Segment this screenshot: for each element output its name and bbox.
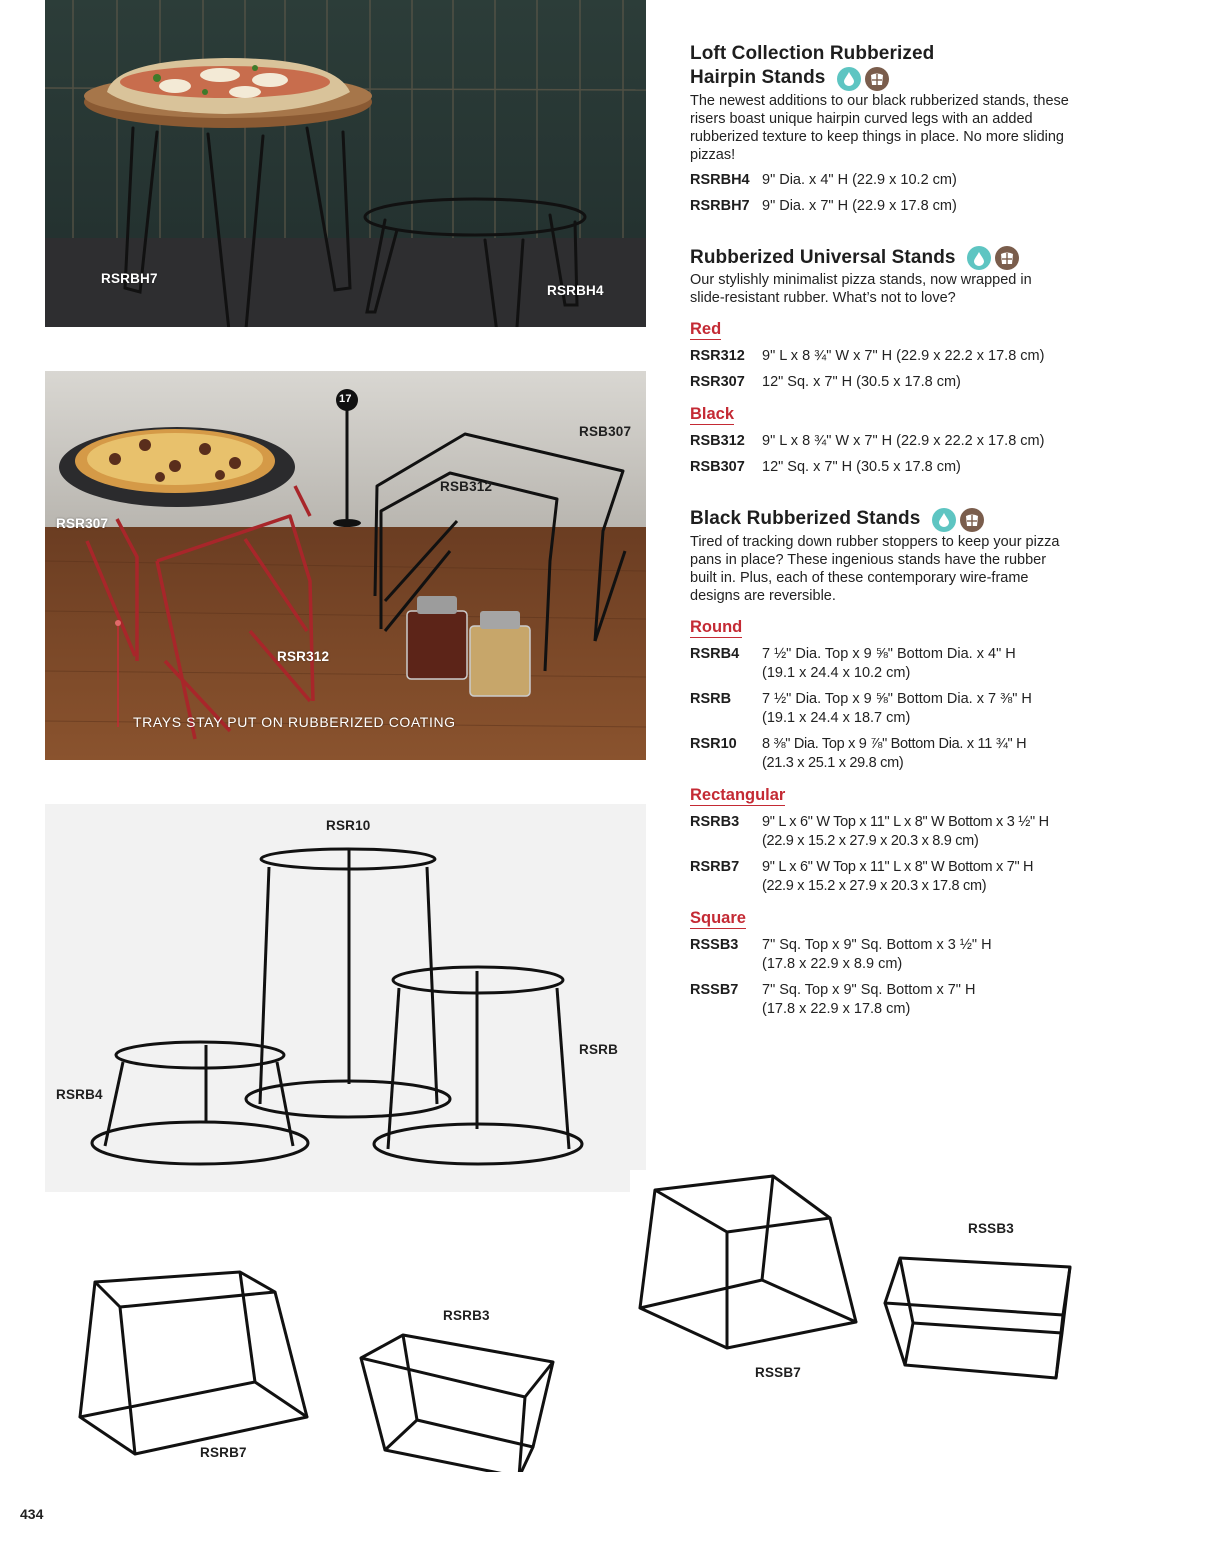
sku: RSB307 [690,459,745,475]
subheading-black: Black [690,405,735,423]
caption-rubberized-coating: TRAYS STAY PUT ON RUBBERIZED COATING [133,714,456,730]
product-descriptions [690,42,1070,1043]
spec: 7" Sq. Top x 9" Sq. Bottom x 7" H (17.8 x 22.9 x 17.8 cm) [762,981,976,1017]
sku: RSRBH7 [690,197,750,214]
sku: RSSB7 [690,981,739,998]
spec: 9" L x 6" W Top x 11" L x 8" W Bottom x 3 ½" H (22.9 x 15.2 x 27.9 x 20.3 x 8.9 cm) [762,813,1049,849]
title-line-2: Hairpin Stands [690,67,826,88]
spec: 12" Sq. x 7" H (30.5 x 17.8 cm) [762,374,961,390]
product-row [690,373,1070,392]
product-row [690,981,1070,1019]
title-line-1: Loft Collection Rubberized [690,43,935,64]
sku: RSSB3 [690,936,739,953]
subheading-round: Round [690,617,743,636]
spec: 9" Dia. x 4" H (22.9 x 10.2 cm) [762,171,957,188]
product-row [690,458,1070,477]
table-number-17: 17 [339,393,352,405]
product-row [690,171,1070,190]
rubber-stand-icon [960,508,984,532]
section-title [690,246,1070,271]
sku: RSRB7 [690,858,740,875]
product-row [690,813,1070,851]
section-title [690,42,1070,91]
label-rssb7: RSSB7 [755,1365,802,1380]
section-description: The newest additions to our black rubberized stands, these risers boast unique hairpin curved legs with an added rubberized texture to keep things in place. No more sliding pizzas! [690,92,1069,163]
universal-stands-illustration [45,371,646,760]
round-stands-illustration [45,804,646,1192]
product-row [690,936,1070,974]
sku: RSR10 [690,735,737,752]
label-rsb312: RSB312 [440,479,493,494]
label-rsrbh4: RSRBH4 [547,283,604,298]
water-drop-icon [932,508,956,532]
page-number: 434 [20,1506,44,1522]
sku: RSRB [690,690,732,707]
photo-universal-stands [45,371,646,760]
product-row [690,432,1070,451]
spec: 7 ½" Dia. Top x 9 ⅝" Bottom Dia. x 7 ⅜" H (19.1 x 24.4 x 18.7 cm) [762,690,1032,726]
photo-round-stands [45,804,646,1192]
square-stands-illustration [630,1170,1080,1395]
photo-rectangular-stands [45,1192,590,1472]
section-black-rubberized-stands [690,507,1070,1019]
subheading-square: Square [690,908,746,927]
product-row [690,347,1070,366]
section-hairpin-stands [690,42,1070,216]
water-drop-icon [837,67,861,91]
spec: 9" L x 8 ¾" W x 7" H (22.9 x 22.2 x 17.8 cm) [762,348,1045,364]
spec: 7" Sq. Top x 9" Sq. Bottom x 3 ½" H (17.8 x 22.9 x 8.9 cm) [762,936,992,972]
label-rsrb3: RSRB3 [443,1308,490,1323]
sku: RSR307 [690,374,745,390]
photo-square-stands [630,1170,1080,1395]
product-row [690,735,1070,773]
subheading-rectangular: Rectangular [690,785,786,804]
spec: 9" L x 8 ¾" W x 7" H (22.9 x 22.2 x 17.8 cm) [762,433,1045,449]
product-row [690,858,1070,896]
sku: RSR312 [690,348,745,364]
product-row [690,645,1070,683]
spec: 9" Dia. x 7" H (22.9 x 17.8 cm) [762,197,957,214]
label-rsrb4: RSRB4 [56,1087,103,1102]
product-row [690,690,1070,728]
section-description: Tired of tracking down rubber stoppers to keep your pizza pans in place? These ingenious stands have the rubber built in. Plus, each of these contemporary wire-frame designs are reversible. [690,533,1060,604]
spec: 9" L x 6" W Top x 11" L x 8" W Bottom x 7" H (22.9 x 15.2 x 27.9 x 20.3 x 17.8 cm) [762,858,1034,894]
label-rsrbh7: RSRBH7 [101,271,158,286]
section-description: Our stylishly minimalist pizza stands, now wrapped in slide-resistant rubber. What’s not to love? [690,272,1032,306]
label-rssb3: RSSB3 [968,1221,1015,1236]
subheading-red: Red [690,320,722,338]
rubber-stand-icon [865,67,889,91]
sku: RSB312 [690,433,745,449]
label-rsrb7: RSRB7 [200,1445,247,1460]
title-text: Rubberized Universal Stands [690,246,956,268]
spec: 8 ⅜" Dia. Top x 9 ⅞" Bottom Dia. x 11 ¾" H (21.3 x 25.1 x 29.8 cm) [762,735,1027,771]
label-rsr312: RSR312 [277,649,330,664]
sku: RSRB4 [690,645,740,662]
rectangular-stands-illustration [45,1192,590,1472]
photo-hairpin-stands [45,0,646,327]
rubber-stand-icon [995,246,1019,270]
water-drop-icon [967,246,991,270]
spec: 12" Sq. x 7" H (30.5 x 17.8 cm) [762,459,961,475]
product-row [690,197,1070,216]
label-rsrb: RSRB [579,1042,619,1057]
label-rsr10: RSR10 [326,818,371,833]
title-text: Black Rubberized Stands [690,508,921,529]
spec: 7 ½" Dia. Top x 9 ⅝" Bottom Dia. x 4" H (19.1 x 24.4 x 10.2 cm) [762,645,1016,681]
sku: RSRB3 [690,813,740,830]
section-title [690,507,1070,532]
label-rsb307: RSB307 [579,424,632,439]
sku: RSRBH4 [690,171,750,188]
label-rsr307: RSR307 [56,516,109,531]
section-universal-stands [690,246,1070,478]
